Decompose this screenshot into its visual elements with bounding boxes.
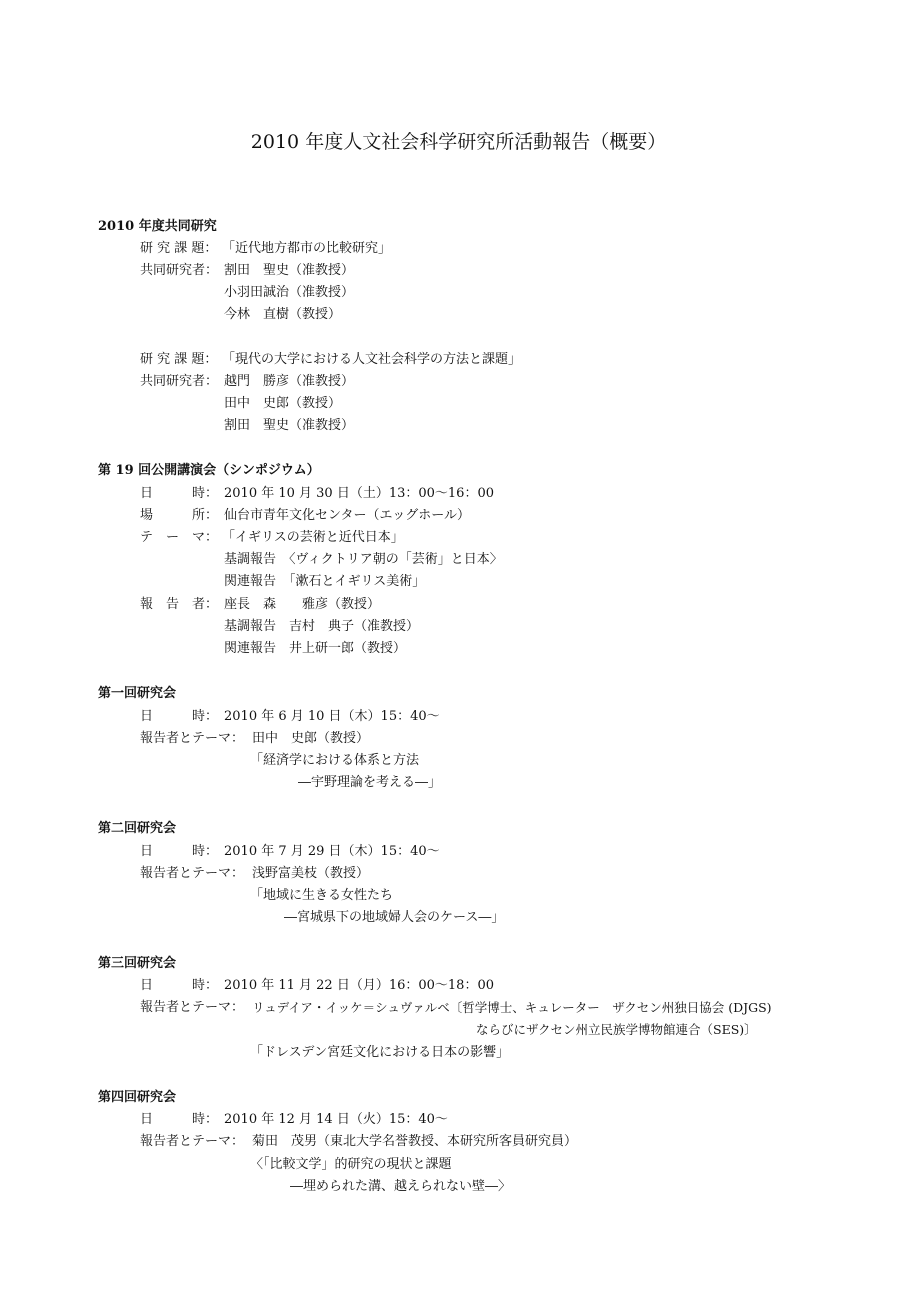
meeting4-theme-line: ―埋められた溝、越えられない壁―〉 <box>290 1179 512 1194</box>
symposium-date-label: 日 時： <box>140 486 219 501</box>
project2-member: 割田 聖史（准教授） <box>224 418 355 433</box>
symposium-theme-label: テ ー マ： <box>140 530 219 545</box>
meeting2-reporter: 浅野富美枝（教授） <box>252 866 370 881</box>
meeting3-reporter-label: 報告者とテーマ： <box>140 1000 245 1015</box>
meeting4-theme-line: 〈「比較文学」的研究の現状と課題 <box>250 1157 452 1172</box>
meeting3-reporter: リュデイア・イッケ＝シュヴァルベ〔哲学博士、キュレーター ザクセン州独日協会 (DJGS) <box>252 1000 772 1015</box>
project2-member: 田中 史郎（教授） <box>224 396 342 411</box>
meeting1-theme-line: 「経済学における体系と方法 <box>250 753 420 768</box>
meeting2-theme-line: ―宮城県下の地域婦人会のケース―」 <box>284 910 505 925</box>
meeting3-date-label: 日 時： <box>140 978 219 993</box>
meeting2-date: 2010 年 7 月 29 日（木）15：40～ <box>224 844 440 859</box>
symposium-date: 2010 年 10 月 30 日（土）13：00～16：00 <box>224 486 494 501</box>
symposium-speaker: 関連報告 井上研一郎（教授） <box>224 641 407 656</box>
project2-subject: 「現代の大学における人文社会科学の方法と課題」 <box>222 352 522 367</box>
meeting1-reporter: 田中 史郎（教授） <box>252 731 370 746</box>
meeting2-heading: 第二回研究会 <box>98 821 177 836</box>
meeting4-reporter-label: 報告者とテーマ： <box>140 1134 245 1149</box>
symposium-speakers-label: 報 告 者： <box>140 597 219 612</box>
meeting4-date: 2010 年 12 月 14 日（火）15：40～ <box>224 1112 448 1127</box>
symposium-place: 仙台市青年文化センター（エッグホール） <box>224 508 470 523</box>
page-title: 2010 年度人文社会科学研究所活動報告（概要） <box>250 131 667 153</box>
symposium-theme: 「イギリスの芸術と近代日本」 <box>222 530 404 545</box>
meeting3-theme-line: 「ドレスデン宮廷文化における日本の影響」 <box>250 1045 510 1060</box>
symposium-speaker: 座長 森 雅彦（教授） <box>224 597 381 612</box>
project1-members-label: 共同研究者： <box>140 263 219 278</box>
meeting2-theme-line: 「地域に生きる女性たち <box>250 888 394 903</box>
project2-members-label: 共同研究者： <box>140 374 219 389</box>
meeting4-date-label: 日 時： <box>140 1112 219 1127</box>
joint-research-heading: 2010 年度共同研究 <box>98 219 217 234</box>
meeting3-reporter-cont: ならびにザクセン州立民族学博物館連合（SES)〕 <box>476 1022 757 1037</box>
meeting1-date: 2010 年 6 月 10 日（木）15：40～ <box>224 709 440 724</box>
meeting4-reporter: 菊田 茂男（東北大学名誉教授、本研究所客員研究員） <box>252 1134 578 1149</box>
symposium-speaker: 基調報告 吉村 典子（准教授） <box>224 619 420 634</box>
meeting1-heading: 第一回研究会 <box>98 686 177 701</box>
meeting3-heading: 第三回研究会 <box>98 956 177 971</box>
project2-subject-label: 研 究 課 題： <box>140 352 218 367</box>
project1-member: 割田 聖史（准教授） <box>224 263 355 278</box>
project1-subject-label: 研 究 課 題： <box>140 241 218 256</box>
project2-member: 越門 勝彦（准教授） <box>224 374 355 389</box>
symposium-heading: 第 19 回公開講演会（シンポジウム） <box>98 463 320 478</box>
symposium-place-label: 場 所： <box>140 508 219 523</box>
meeting1-theme-line: ―宇野理論を考える―」 <box>298 775 442 790</box>
meeting4-heading: 第四回研究会 <box>98 1090 177 1105</box>
meeting2-date-label: 日 時： <box>140 844 219 859</box>
project1-subject: 「近代地方都市の比較研究」 <box>222 241 392 256</box>
symposium-theme-line: 関連報告 「漱石とイギリス美術」 <box>224 574 426 589</box>
project1-member: 小羽田誠治（准教授） <box>224 285 355 300</box>
meeting1-reporter-label: 報告者とテーマ： <box>140 731 245 746</box>
symposium-theme-line: 基調報告 〈ヴィクトリア朝の「芸術」と日本〉 <box>224 552 503 567</box>
meeting2-reporter-label: 報告者とテーマ： <box>140 866 245 881</box>
project1-member: 今林 直樹（教授） <box>224 307 342 322</box>
meeting1-date-label: 日 時： <box>140 709 219 724</box>
meeting3-date: 2010 年 11 月 22 日（月）16：00～18：00 <box>224 978 494 993</box>
